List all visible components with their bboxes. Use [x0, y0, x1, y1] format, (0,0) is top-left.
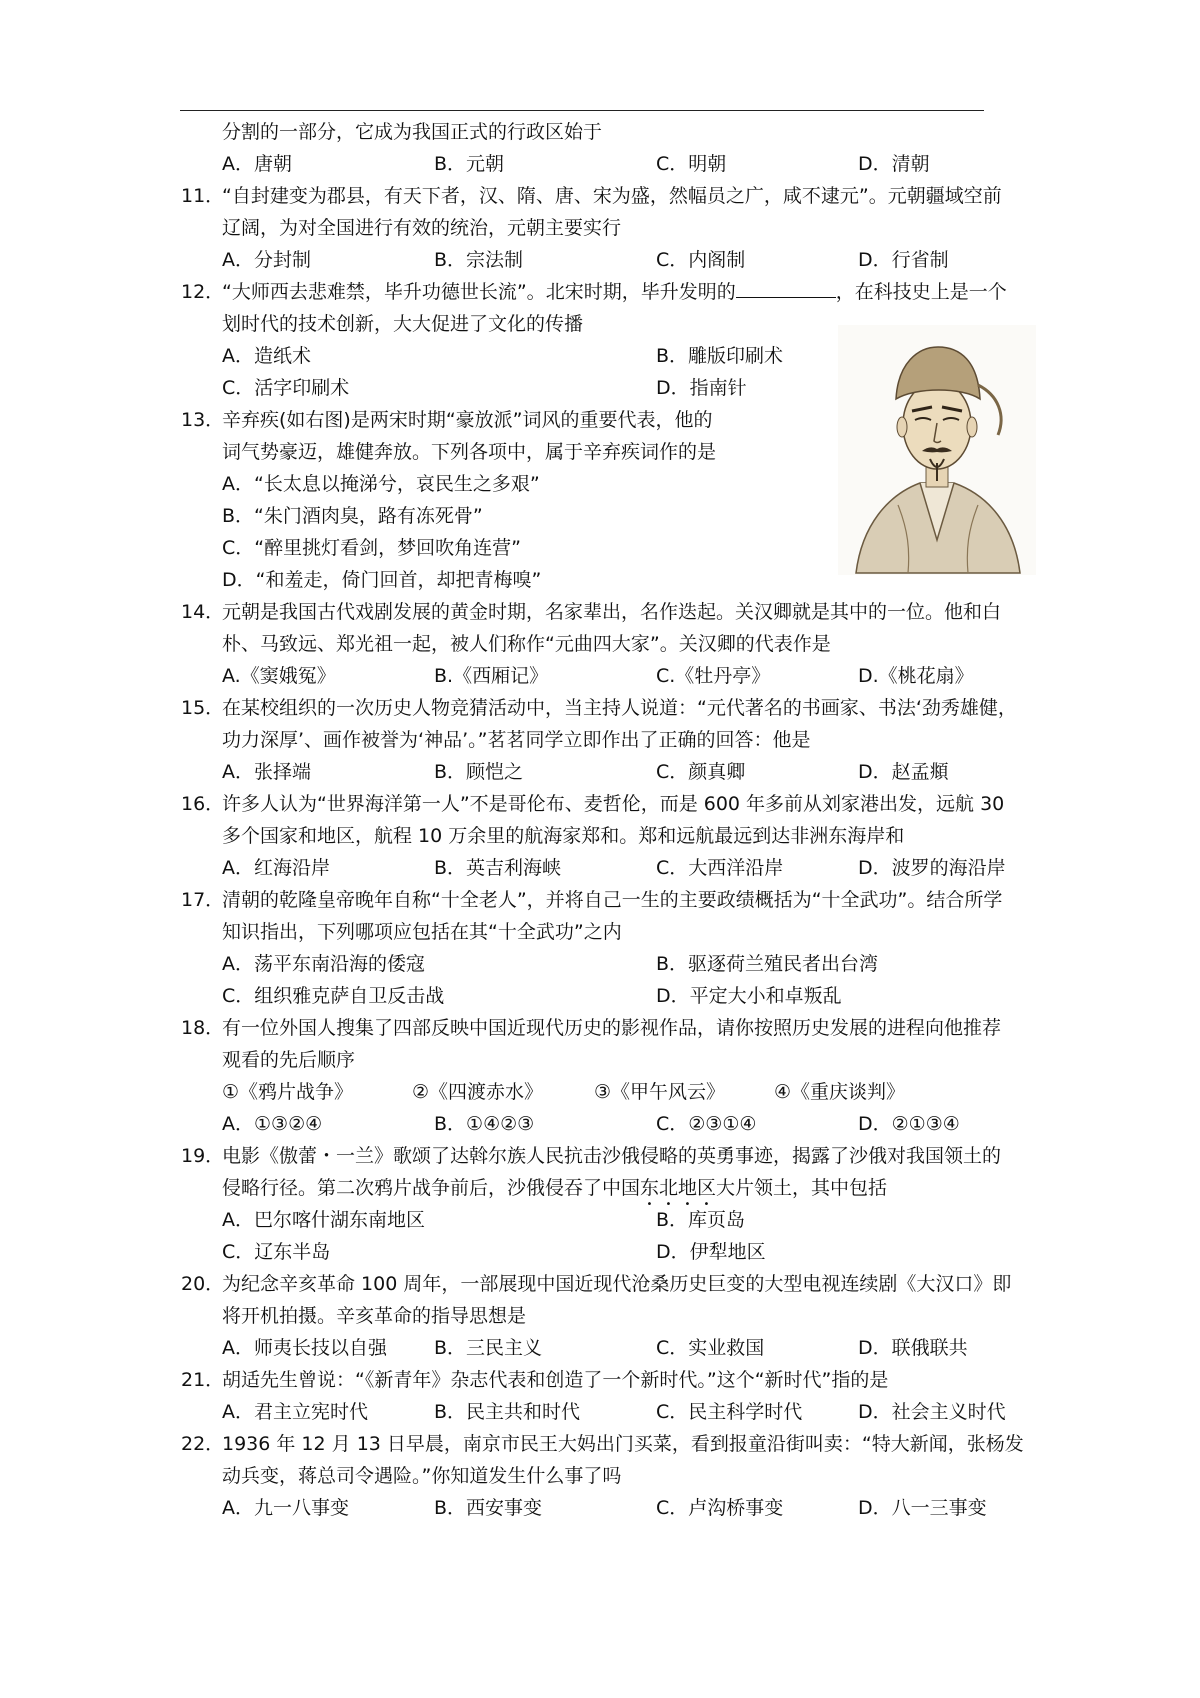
q18-option-a: A．①③②④ [222, 1113, 323, 1135]
q19-number: 19． [181, 1145, 225, 1167]
q13-number: 13． [181, 409, 225, 431]
q15-option-a: A．张择端 [222, 761, 311, 783]
q20-option-a: A．师夷长技以自强 [222, 1337, 387, 1359]
q16-option-a: A．红海沿岸 [222, 857, 330, 879]
q11-option-b: B．宗法制 [434, 249, 524, 271]
q19-option-b: B．库页岛 [656, 1209, 746, 1231]
q16-stem-line2: 多个国家和地区，航程 10 万余里的航海家郑和。郑和远航最远到达非洲东海岸和 [222, 825, 905, 847]
q19-stem-line2 [222, 1174, 887, 1210]
q22-stem-line2: 动兵变，蒋总司令遇险。”你知道发生什么事了吗 [222, 1465, 622, 1487]
q13-stem-line2: 词气势豪迈，雄健奔放。下列各项中，属于辛弃疾词作的是 [222, 441, 717, 463]
q15-number: 15． [181, 697, 225, 719]
q11-option-a: A．分封制 [222, 249, 311, 271]
q22-option-b: B．西安事变 [434, 1497, 543, 1519]
q14-stem-line2: 朴、马致远、郑光祖一起，被人们称作“元曲四大家”。关汉卿的代表作是 [222, 633, 831, 655]
q16-option-c: C．大西洋沿岸 [656, 857, 784, 879]
q18-option-d: D．②①③④ [858, 1113, 960, 1135]
q17-stem-line2: 知识指出，下列哪项应包括在其“十全武功”之内 [222, 921, 622, 943]
q15-stem-line1: 在某校组织的一次历史人物竞猜活动中，当主持人说道：“元代著名的书画家、书法‘劲秀雄健， [222, 697, 1017, 719]
q21-option-d: D．社会主义时代 [858, 1401, 1006, 1423]
q14-stem-line1: 元朝是我国古代戏剧发展的黄金时期，名家辈出，名作迭起。关汉卿就是其中的一位。他和白 [222, 601, 1002, 623]
q20-stem-line1: 为纪念辛亥革命 100 周年，一部展现中国近现代沧桑历史巨变的大型电视连续剧《大汉口》即 [222, 1273, 1012, 1295]
q22-option-d: D．八一三事变 [858, 1497, 987, 1519]
q18-item-2: ②《四渡赤水》 [412, 1081, 544, 1103]
q13-stem-line1: 辛弃疾(如右图)是两宋时期“豪放派”词风的重要代表，他的 [222, 409, 713, 431]
q12-stem-line1 [222, 278, 1007, 306]
q11-stem-line1: “自封建变为郡县，有天下者，汉、隋、唐、宋为盛，然幅员之广，咸不逮元”。元朝疆域空前 [222, 185, 1002, 207]
q20-option-b: B．三民主义 [434, 1337, 543, 1359]
q12-stem-line2: 划时代的技术创新，大大促进了文化的传播 [222, 313, 584, 335]
q16-number: 16． [181, 793, 225, 815]
q17-number: 17． [181, 889, 225, 911]
q15-option-b: B．顾恺之 [434, 761, 524, 783]
q17-option-a: A．荡平东南沿海的倭寇 [222, 953, 425, 975]
q20-option-c: C．实业救国 [656, 1337, 765, 1359]
q14-number: 14． [181, 601, 225, 623]
q13-option-a: A．“长太息以掩涕兮，哀民生之多艰” [222, 473, 540, 495]
q12-number: 12． [181, 281, 225, 303]
q22-option-a: A．九一八事变 [222, 1497, 349, 1519]
q15-option-c: C．颜真卿 [656, 761, 746, 783]
q10-option-d: D．清朝 [858, 153, 930, 175]
q20-number: 20． [181, 1273, 225, 1295]
q19-stem-line1: 电影《傲蕾・一兰》歌颂了达斡尔族人民抗击沙俄侵略的英勇事迹，揭露了沙俄对我国领土的 [222, 1145, 1002, 1167]
q19-option-c: C．辽东半岛 [222, 1241, 331, 1263]
q11-stem-line2: 辽阔，为对全国进行有效的统治，元朝主要实行 [222, 217, 622, 239]
q19-option-d: D．伊犁地区 [656, 1241, 766, 1263]
q17-option-d: D．平定大小和卓叛乱 [656, 985, 842, 1007]
q15-option-d: D．赵孟頫 [858, 761, 949, 783]
q19-stem-part3: 大片领土，其中包括 [716, 1177, 888, 1199]
q21-option-c: C．民主科学时代 [656, 1401, 803, 1423]
q18-item-3: ③《甲午风云》 [594, 1081, 726, 1103]
q13-option-b: B．“朱门酒肉臭，路有冻死骨” [222, 505, 483, 527]
q19-stem-part1: 侵略行径。第二次鸦片战争前后，沙俄侵吞了中国 [222, 1177, 641, 1199]
q10-option-a: A．唐朝 [222, 153, 292, 175]
q10-option-c: C．明朝 [656, 153, 727, 175]
q18-item-1: ①《鸦片战争》 [222, 1081, 354, 1103]
q18-stem-line2: 观看的先后顺序 [222, 1049, 356, 1071]
q16-option-d: D．波罗的海沿岸 [858, 857, 1006, 879]
q12-option-c: C．活字印刷术 [222, 377, 350, 399]
q10-option-b: B．元朝 [434, 153, 505, 175]
q11-option-c: C．内阁制 [656, 249, 746, 271]
q18-option-c: C．②③①④ [656, 1113, 757, 1135]
q12-stem-part1: “大师西去悲难禁，毕升功德世长流”。北宋时期，毕升发明的 [222, 281, 736, 303]
q16-option-b: B．英吉利海峡 [434, 857, 562, 879]
q20-stem-line2: 将开机拍摄。辛亥革命的指导思想是 [222, 1305, 527, 1327]
q19-emphasis-northeast: 东北地区 [640, 1177, 717, 1199]
q20-option-d: D．联俄联共 [858, 1337, 968, 1359]
q14-option-d: D.《桃花扇》 [858, 665, 974, 687]
q12-option-d: D．指南针 [656, 377, 747, 399]
q18-option-b: B．①④②③ [434, 1113, 535, 1135]
q17-option-b: B．驱逐荷兰殖民者出台湾 [656, 953, 879, 975]
q14-option-b: B.《西厢记》 [434, 665, 549, 687]
q13-option-c: C．“醉里挑灯看剑，梦回吹角连营” [222, 537, 521, 559]
q14-option-c: C.《牡丹亭》 [656, 665, 771, 687]
q16-stem-line1: 许多人认为“世界海洋第一人”不是哥伦布、麦哲伦，而是 600 年多前从刘家港出发，远航 30 [222, 793, 1005, 815]
q21-option-b: B．民主共和时代 [434, 1401, 581, 1423]
q17-stem-line1: 清朝的乾隆皇帝晚年自称“十全老人”，并将自己一生的主要政绩概括为“十全武功”。结合所学 [222, 889, 1003, 911]
q21-stem-line1: 胡适先生曾说：“《新青年》杂志代表和创造了一个新时代。”这个“新时代”指的是 [222, 1369, 889, 1391]
q13-option-d: D．“和羞走，倚门回首，却把青梅嗅” [222, 569, 542, 591]
q14-option-a: A.《窦娥冤》 [222, 665, 336, 687]
q10-stem: 分割的一部分，它成为我国正式的行政区始于 [222, 121, 603, 143]
q21-number: 21． [181, 1369, 225, 1391]
q12-stem-part2: ，在科技史上是一个 [835, 281, 1007, 303]
q12-option-b: B．雕版印刷术 [656, 345, 784, 367]
q18-number: 18． [181, 1017, 225, 1039]
q12-answer-blank [736, 279, 836, 298]
q22-stem-line1: 1936 年 12 月 13 日早晨，南京市民王大妈出门买菜，看到报童沿街叫卖：“特大新闻，张杨发 [222, 1433, 1024, 1455]
q22-number: 22． [181, 1433, 225, 1455]
q21-option-a: A．君主立宪时代 [222, 1401, 368, 1423]
q18-item-4: ④《重庆谈判》 [774, 1081, 906, 1103]
q19-option-a: A．巴尔喀什湖东南地区 [222, 1209, 425, 1231]
q22-option-c: C．卢沟桥事变 [656, 1497, 784, 1519]
q18-stem-line1: 有一位外国人搜集了四部反映中国近现代历史的影视作品，请你按照历史发展的进程向他推荐 [222, 1017, 1002, 1039]
q12-option-a: A．造纸术 [222, 345, 311, 367]
q11-number: 11． [181, 185, 225, 207]
q17-option-c: C．组织雅克萨自卫反击战 [222, 985, 445, 1007]
q15-stem-line2: 功力深厚’、画作被誉为‘神品’。”茗茗同学立即作出了正确的回答：他是 [222, 729, 811, 751]
xin-qiji-portrait [838, 325, 1036, 575]
q11-option-d: D．行省制 [858, 249, 949, 271]
